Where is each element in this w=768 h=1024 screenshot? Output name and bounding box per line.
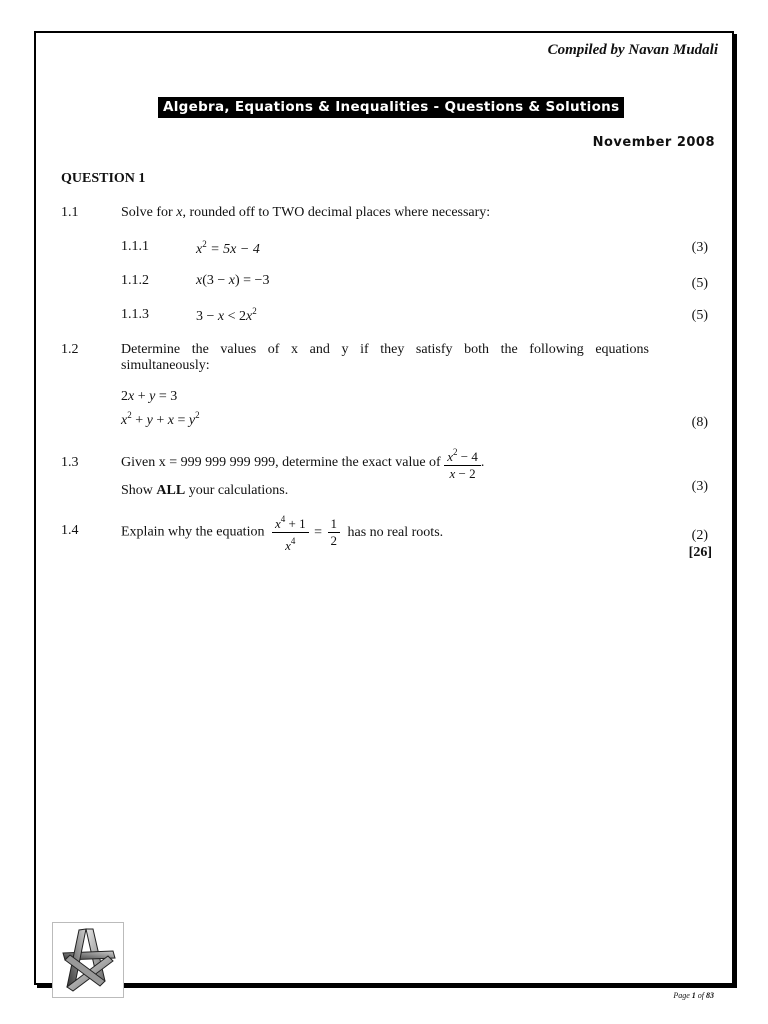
q1-1-2-equation: x(3 − x) = −3 [196, 273, 270, 288]
star-logo-icon [52, 922, 124, 998]
q1-2-number: 1.2 [61, 342, 79, 357]
q1-3-line2: Show ALL your calculations. [121, 483, 289, 498]
q1-4-number: 1.4 [61, 523, 79, 538]
q1-1-3-inequality: $3 - x < 2x^2$ [196, 306, 257, 324]
page-number: Page 1 of 83 [673, 991, 714, 1000]
q1-3-number: 1.3 [61, 455, 79, 470]
q1-1-text: Solve for x, rounded off to TWO decimal places where necessary: [121, 205, 491, 220]
q1-1-3-marks: (5) [691, 308, 708, 323]
q1-4-fraction-right: $\frac{1}{2}$ [328, 516, 341, 549]
q1-1-1-equation: $x^2 = 5x - 4$ [196, 239, 260, 257]
q1-2-marks: (8) [691, 415, 708, 430]
q1-1-1-number: 1.1.1 [121, 239, 149, 254]
q1-1-number: 1.1 [61, 205, 79, 220]
q1-1-3-number: 1.1.3 [121, 307, 149, 322]
q1-4-fraction-left: $\frac{x^4 + 1}{x^4}$ [272, 511, 309, 554]
compiled-by: Compiled by Navan Mudali [547, 42, 718, 58]
q1-2-equation-1: 2x + y = 3 [121, 389, 178, 404]
q1-3-text: Given x = 999 999 999 999, determine the exact value of $\frac{x^2 - 4}{x - 2}$ . [121, 444, 484, 482]
q1-4-text: Explain why the equation $\frac{x^4 + 1}{x^4}$ = $\frac{1}{2}$ has no real roots. [121, 511, 443, 554]
q1-2-equation-2: $x^2 + y + x = y^2$ [121, 410, 200, 428]
q1-2-line1: Determine the values of x and y if they satisfy both the following equations [121, 342, 649, 357]
q1-1-2-marks: (5) [691, 276, 708, 291]
q1-3-fraction: $\frac{x^2 - 4}{x - 2}$ [444, 444, 481, 482]
q1-2-line2: simultaneously: [121, 358, 210, 373]
q1-1-2-number: 1.1.2 [121, 273, 149, 288]
document-title: Algebra, Equations & Inequalities - Questions & Solutions [158, 97, 624, 118]
q1-4-marks: (2) [691, 528, 708, 543]
question-heading: QUESTION 1 [61, 171, 146, 186]
question-total-marks: [26] [688, 545, 712, 560]
exam-date: November 2008 [592, 135, 715, 150]
q1-1-1-marks: (3) [691, 240, 708, 255]
q1-3-marks: (3) [691, 479, 708, 494]
